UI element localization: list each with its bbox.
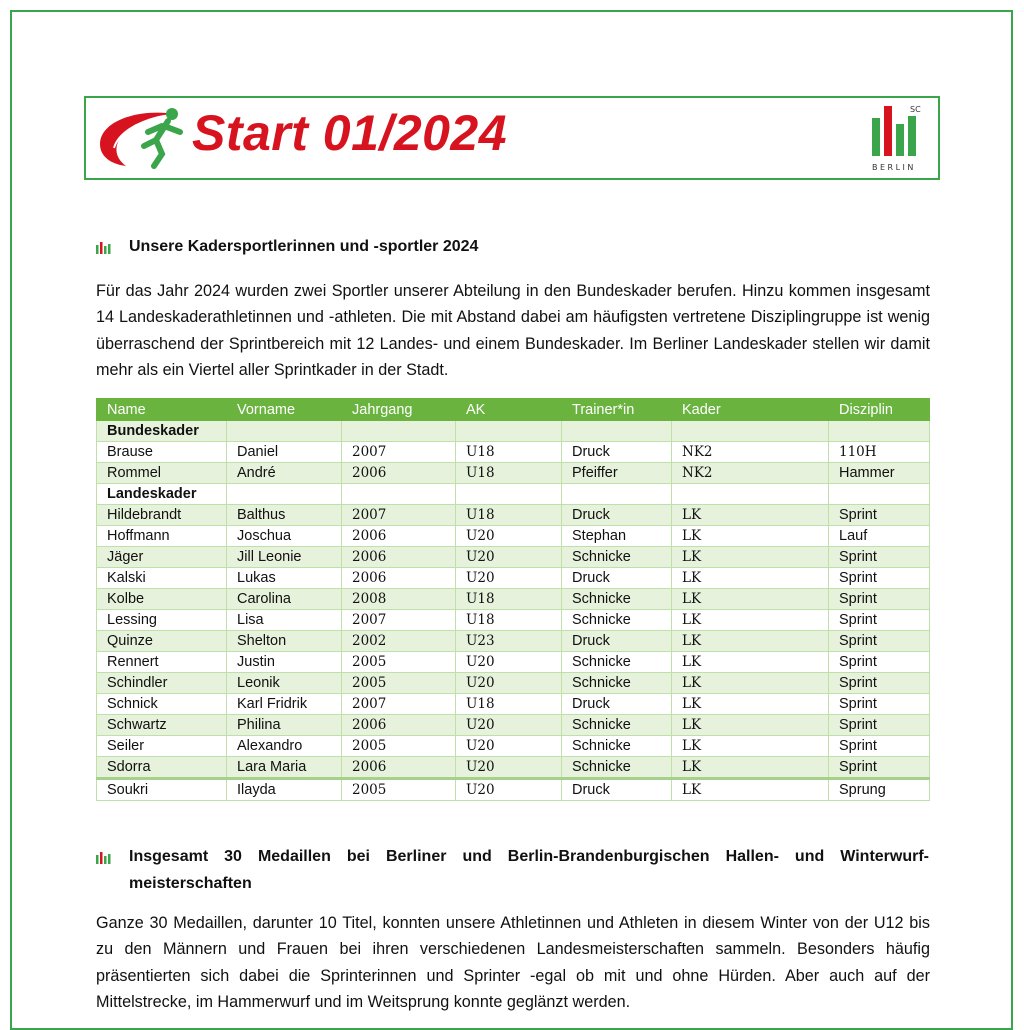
table-cell: Stephan bbox=[562, 526, 672, 547]
table-cell bbox=[829, 421, 930, 442]
column-header: Disziplin bbox=[829, 399, 930, 421]
table-cell: U23 bbox=[456, 631, 562, 652]
table-cell: Jill Leonie bbox=[227, 547, 342, 568]
table-cell: Schnicke bbox=[562, 757, 672, 779]
table-cell: Schnicke bbox=[562, 673, 672, 694]
table-cell: LK bbox=[672, 652, 829, 673]
table-cell: Schwartz bbox=[97, 715, 227, 736]
sc-berlin-logo-icon bbox=[870, 102, 926, 174]
table-cell: 110H bbox=[829, 442, 930, 463]
table-cell bbox=[342, 421, 456, 442]
table-cell: Schnicke bbox=[562, 652, 672, 673]
table-cell bbox=[456, 421, 562, 442]
column-header: Jahrgang bbox=[342, 399, 456, 421]
column-header: Kader bbox=[672, 399, 829, 421]
table-cell: Joschua bbox=[227, 526, 342, 547]
section-paragraph: Für das Jahr 2024 wurden zwei Sportler unserer Abteilung in den Bundeskader berufen. Hinzu kommen insgesamt 14 Landeskaderathletinnen und -athleten. Die mit Abstand dabei am häufigsten vertretene Disziplingruppe ist wenig überraschend der Sprintbereich mit 12 Landes- und einem Bundeskader. Im Berliner Landeskader stellen wir damit mehr als ein Viertel aller Sprintkader in der Stadt. bbox=[96, 282, 930, 379]
table-cell: Sprint bbox=[829, 547, 930, 568]
table-cell bbox=[342, 484, 456, 505]
table-row bbox=[97, 526, 930, 547]
table-cell: Lessing bbox=[97, 610, 227, 631]
table-cell: Karl Fridrik bbox=[227, 694, 342, 715]
table-cell: 2008 bbox=[342, 589, 456, 610]
table-cell: Druck bbox=[562, 505, 672, 526]
table-cell: Sprint bbox=[829, 694, 930, 715]
table-cell: Druck bbox=[562, 779, 672, 801]
table-cell: Brause bbox=[97, 442, 227, 463]
table-cell: 2007 bbox=[342, 505, 456, 526]
table-cell: Sprint bbox=[829, 652, 930, 673]
table-cell: LK bbox=[672, 694, 829, 715]
table-cell: 2006 bbox=[342, 568, 456, 589]
table-cell: Alexandro bbox=[227, 736, 342, 757]
table-cell: Druck bbox=[562, 442, 672, 463]
table-row bbox=[97, 610, 930, 631]
table-cell: 2006 bbox=[342, 547, 456, 568]
table-body bbox=[97, 421, 930, 801]
runner-logo-icon bbox=[96, 104, 196, 170]
table-cell: Sprint bbox=[829, 757, 930, 779]
table-row bbox=[97, 673, 930, 694]
table-cell: Hildebrandt bbox=[97, 505, 227, 526]
table-cell: LK bbox=[672, 736, 829, 757]
table-cell: Sprint bbox=[829, 673, 930, 694]
table-cell: 2007 bbox=[342, 442, 456, 463]
table-cell: Sprint bbox=[829, 610, 930, 631]
table-row bbox=[97, 463, 930, 484]
table-cell: Schindler bbox=[97, 673, 227, 694]
table-cell: U20 bbox=[456, 652, 562, 673]
bar-chart-bullet-icon bbox=[96, 852, 112, 864]
table-row bbox=[97, 715, 930, 736]
table-cell: Lukas bbox=[227, 568, 342, 589]
table-cell: U20 bbox=[456, 547, 562, 568]
table-cell: LK bbox=[672, 673, 829, 694]
table-cell: U20 bbox=[456, 757, 562, 779]
table-cell: Schnick bbox=[97, 694, 227, 715]
table-row bbox=[97, 694, 930, 715]
table-cell: Lauf bbox=[829, 526, 930, 547]
table-cell: LK bbox=[672, 505, 829, 526]
table-cell: Schnicke bbox=[562, 547, 672, 568]
table-cell: Schnicke bbox=[562, 610, 672, 631]
table-cell: Lisa bbox=[227, 610, 342, 631]
table-cell: Sprint bbox=[829, 568, 930, 589]
table-cell: 2005 bbox=[342, 652, 456, 673]
table-row bbox=[97, 631, 930, 652]
table-cell: Carolina bbox=[227, 589, 342, 610]
table-cell: Sprint bbox=[829, 505, 930, 526]
group-label: Landeskader bbox=[97, 484, 227, 505]
sc-logo-bottom-label: BERLIN bbox=[872, 163, 916, 172]
table-cell: 2005 bbox=[342, 673, 456, 694]
table-cell bbox=[227, 421, 342, 442]
table-cell: 2007 bbox=[342, 694, 456, 715]
section-heading-text: Unsere Kadersportlerinnen und -sportler 2024 bbox=[129, 238, 479, 255]
table-cell: Hoffmann bbox=[97, 526, 227, 547]
group-label: Bundeskader bbox=[97, 421, 227, 442]
table-cell: U20 bbox=[456, 715, 562, 736]
table-cell: Rommel bbox=[97, 463, 227, 484]
table-cell: 2006 bbox=[342, 757, 456, 779]
table-header-row bbox=[97, 399, 930, 421]
table-cell: 2007 bbox=[342, 610, 456, 631]
table-cell: U18 bbox=[456, 610, 562, 631]
bar-chart-bullet-icon bbox=[96, 242, 112, 254]
table-cell: LK bbox=[672, 610, 829, 631]
table-cell: 2006 bbox=[342, 463, 456, 484]
table-cell: Pfeiffer bbox=[562, 463, 672, 484]
table-cell bbox=[672, 421, 829, 442]
table-cell: LK bbox=[672, 715, 829, 736]
table-cell: Ilayda bbox=[227, 779, 342, 801]
table-cell: LK bbox=[672, 779, 829, 801]
column-header: Vorname bbox=[227, 399, 342, 421]
table-cell: 2006 bbox=[342, 715, 456, 736]
table-cell: LK bbox=[672, 568, 829, 589]
column-header: Name bbox=[97, 399, 227, 421]
column-header: AK bbox=[456, 399, 562, 421]
table-cell bbox=[562, 421, 672, 442]
table-cell: U20 bbox=[456, 568, 562, 589]
table-cell: Leonik bbox=[227, 673, 342, 694]
table-row bbox=[97, 652, 930, 673]
table-group-row bbox=[97, 421, 930, 442]
table-cell bbox=[227, 484, 342, 505]
table-cell: U20 bbox=[456, 673, 562, 694]
table-cell: Justin bbox=[227, 652, 342, 673]
table-cell: Hammer bbox=[829, 463, 930, 484]
table-cell: Balthus bbox=[227, 505, 342, 526]
table-cell: U18 bbox=[456, 442, 562, 463]
column-header: Trainer*in bbox=[562, 399, 672, 421]
table-cell: U20 bbox=[456, 526, 562, 547]
table-row bbox=[97, 779, 930, 801]
table-cell: Shelton bbox=[227, 631, 342, 652]
table-cell: Sprint bbox=[829, 736, 930, 757]
table-row bbox=[97, 568, 930, 589]
table-cell: Sprung bbox=[829, 779, 930, 801]
table-cell: Schnicke bbox=[562, 589, 672, 610]
table-cell: Seiler bbox=[97, 736, 227, 757]
kader-table bbox=[96, 398, 930, 801]
table-cell: Druck bbox=[562, 631, 672, 652]
table-cell: Quinze bbox=[97, 631, 227, 652]
table-cell: 2002 bbox=[342, 631, 456, 652]
table-cell: NK2 bbox=[672, 442, 829, 463]
table-cell: Sprint bbox=[829, 589, 930, 610]
table-cell: Sdorra bbox=[97, 757, 227, 779]
table-cell: U18 bbox=[456, 694, 562, 715]
table-cell: Druck bbox=[562, 694, 672, 715]
table-row bbox=[97, 442, 930, 463]
table-cell bbox=[456, 484, 562, 505]
table-cell: U20 bbox=[456, 779, 562, 801]
table-cell: Kalski bbox=[97, 568, 227, 589]
table-row bbox=[97, 505, 930, 526]
section-heading-text: meisterschaften bbox=[129, 875, 252, 892]
table-cell: Lara Maria bbox=[227, 757, 342, 779]
table-cell bbox=[562, 484, 672, 505]
section-heading-text: Insgesamt 30 Medaillen bei Berliner und Berlin-Brandenburgischen Hallen- und Winterwurf- bbox=[129, 848, 929, 865]
table-cell: 2006 bbox=[342, 526, 456, 547]
table-cell bbox=[672, 484, 829, 505]
table-cell: NK2 bbox=[672, 463, 829, 484]
banner-title: Start 01/2024 bbox=[192, 105, 508, 161]
table-row bbox=[97, 547, 930, 568]
table-cell: Soukri bbox=[97, 779, 227, 801]
sc-logo-top-label: SC bbox=[910, 105, 921, 114]
table-cell: Schnicke bbox=[562, 736, 672, 757]
table-cell: Druck bbox=[562, 568, 672, 589]
table-cell: Sprint bbox=[829, 631, 930, 652]
table-row bbox=[97, 757, 930, 779]
table-cell: U18 bbox=[456, 505, 562, 526]
table-cell: Sprint bbox=[829, 715, 930, 736]
table-cell: 2005 bbox=[342, 736, 456, 757]
section-paragraph: Ganze 30 Medaillen, darunter 10 Titel, konnten unsere Athletinnen und Athleten in diesem Winter von der U12 bis zu den Männern und Frauen bei ihren verschiedenen Landesmeisterschaften sammeln. Besonders häufig präsentierten sich dabei die Sprinterinnen und Sprinter -egal ob mit und ohne Hürden. Aber auch auf der Mittelstrecke, im Hammerwurf und im Weitsprung konnte geglänzt werden. bbox=[96, 914, 930, 1011]
table-cell: Jäger bbox=[97, 547, 227, 568]
table-cell: LK bbox=[672, 589, 829, 610]
table-cell: U18 bbox=[456, 589, 562, 610]
table-cell: LK bbox=[672, 631, 829, 652]
table-cell: Daniel bbox=[227, 442, 342, 463]
table-cell bbox=[829, 484, 930, 505]
table-cell: Kolbe bbox=[97, 589, 227, 610]
table-cell: U18 bbox=[456, 463, 562, 484]
table-cell: Schnicke bbox=[562, 715, 672, 736]
table-row bbox=[97, 736, 930, 757]
table-cell: Philina bbox=[227, 715, 342, 736]
table-cell: LK bbox=[672, 526, 829, 547]
table-cell: André bbox=[227, 463, 342, 484]
table-cell: Rennert bbox=[97, 652, 227, 673]
newsletter-banner bbox=[84, 96, 940, 180]
table-cell: U20 bbox=[456, 736, 562, 757]
table-group-row bbox=[97, 484, 930, 505]
table-cell: 2005 bbox=[342, 779, 456, 801]
table-row bbox=[97, 589, 930, 610]
table-cell: LK bbox=[672, 757, 829, 779]
table-cell: LK bbox=[672, 547, 829, 568]
